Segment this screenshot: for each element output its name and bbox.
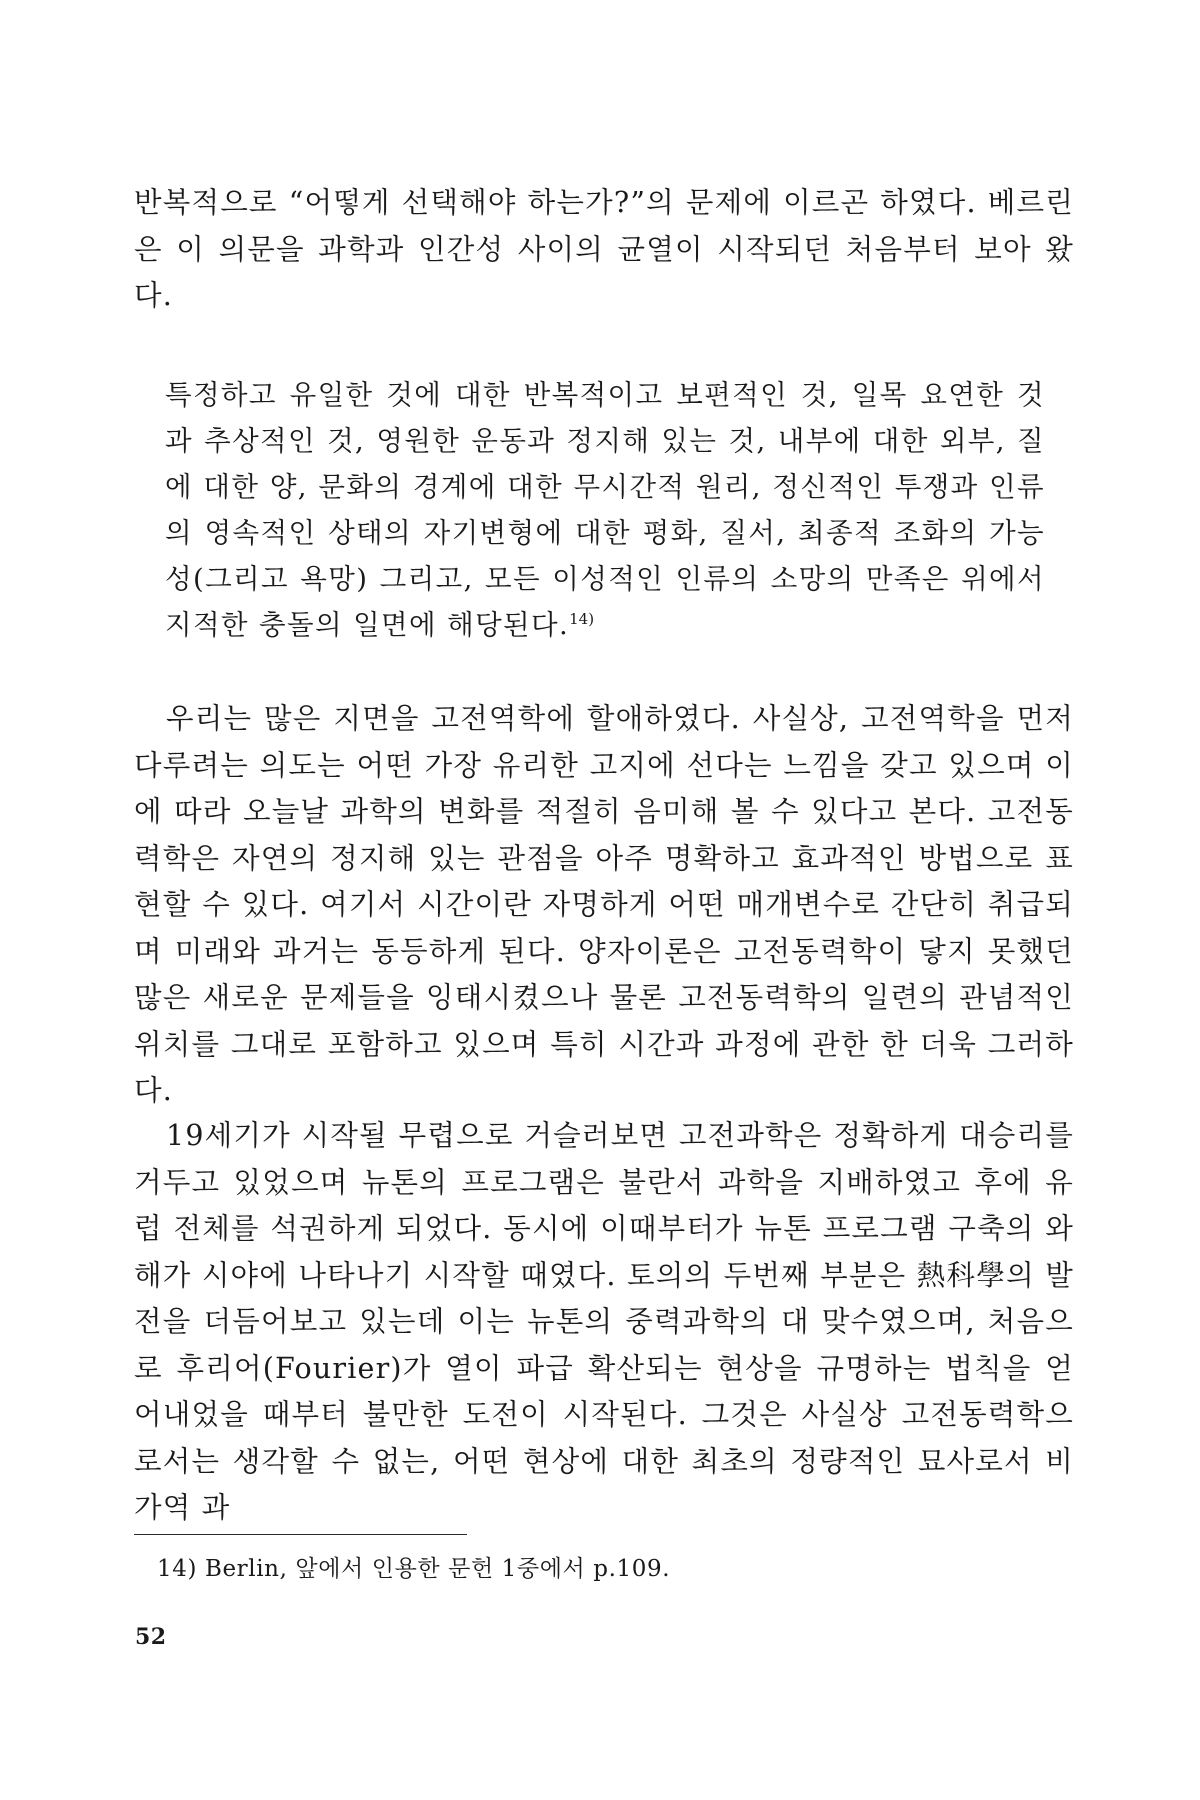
footnote-divider	[134, 1534, 467, 1535]
quotation-text: 특정하고 유일한 것에 대한 반복적이고 보편적인 것, 일목 요연한 것과 추상적인 것, 영원한 운동과 정지해 있는 것, 내부에 대한 외부, 질에 대한 양, 문화의 경계에 대한 무시간적 원리, 정신적인 투쟁과 인류의 영속적인 상태의 자기변형에 대한 평화, 질서, 최종적 조화의 가능성(그리고 욕망) 그리고, 모든 이성적인 인류의 소망의 만족은 위에서 지적한 충돌의 일면에 해당된다.	[165, 379, 1045, 641]
paragraph-classical-mechanics: 우리는 많은 지면을 고전역학에 할애하였다. 사실상, 고전역학을 먼저 다루려는 의도는 어떤 가장 유리한 고지에 선다는 느낌을 갖고 있으며 이에 따라 오늘날 과학의 변화를 적절히 음미해 볼 수 있다고 본다. 고전동력학은 자연의 정지해 있는 관점을 아주 명확하고 효과적인 방법으로 표현할 수 있다. 여기서 시간이란 자명하게 어떤 매개변수로 간단히 취급되며 미래와 과거는 동등하게 된다. 양자이론은 고전동력학이 닿지 못했던 많은 새로운 문제들을 잉태시켰으나 물론 고전동력학의 일련의 관념적인 위치를 그대로 포함하고 있으며 특히 시간과 과정에 관한 한 더욱 그러하다.	[134, 702, 1074, 1107]
block-quotation	[165, 372, 1045, 648]
paragraph-nineteenth-century: 19세기가 시작될 무렵으로 거슬러보면 고전과학은 정확하게 대승리를 거두고 있었으며 뉴톤의 프로그램은 불란서 과학을 지배하였고 후에 유럽 전체를 석권하게 되었다. 동시에 이때부터가 뉴톤 프로그램 구축의 와해가 시야에 나타나기 시작할 때였다. 토의의 두번째 부분은 熱科學의 발전을 더듬어보고 있는데 이는 뉴톤의 중력과학의 대 맞수였으며, 처음으로 후리어(Fourier)가 열이 파급 확산되는 현상을 규명하는 법칙을 얻어내었을 때부터 불만한 도전이 시작된다. 그것은 사실상 고전동력학으로서는 생각할 수 없는, 어떤 현상에 대한 최초의 정량적인 묘사로서 비가역 과	[134, 1119, 1074, 1524]
paragraph-continuation: 반복적으로 “어떻게 선택해야 하는가?”의 문제에 이르곤 하였다. 베르린은 이 의문을 과학과 인간성 사이의 균열이 시작되던 처음부터 보아 왔다.	[134, 186, 1074, 312]
page-number: 52	[135, 1624, 167, 1650]
footnote-14: 14) Berlin, 앞에서 인용한 문헌 1중에서 p.109.	[157, 1556, 671, 1582]
footnote-reference[interactable]: 14)	[569, 609, 595, 628]
